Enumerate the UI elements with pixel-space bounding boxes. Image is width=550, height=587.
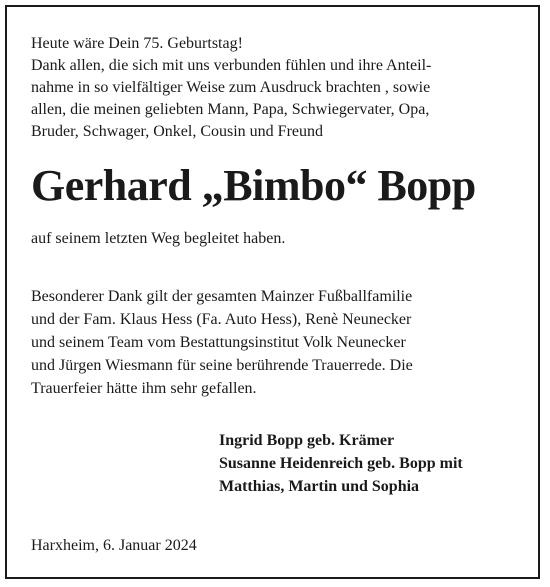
thanks-line: und der Fam. Klaus Hess (Fa. Auto Hess), Renè Neunecker (31, 311, 412, 328)
intro-line: Bruder, Schwager, Onkel, Cousin und Freund (31, 123, 324, 140)
intro-line: nahme in so vielfältiger Weise zum Ausdruck brachten , sowie (31, 79, 431, 96)
intro-line: Dank allen, die sich mit uns verbunden fühlen und ihre Anteil- (31, 57, 432, 74)
signature-line: Ingrid Bopp geb. Krämer (219, 432, 395, 449)
thanks-line: und Jürgen Wiesmann für seine berührende Trauerrede. Die (31, 357, 413, 374)
deceased-name: Gerhard „Bimbo“ Bopp (31, 161, 476, 210)
signature-line: Susanne Heidenreich geb. Bopp mit (219, 455, 463, 472)
after-name-text: auf seinem letzten Weg begleitet haben. (31, 230, 286, 247)
thanks-line: Trauerfeier hätte ihm sehr gefallen. (31, 380, 257, 397)
thanks-line: und seinem Team vom Bestattungsinstitut Volk Neunecker (31, 334, 406, 351)
thanks-line: Besonderer Dank gilt der gesamten Mainzer Fußballfamilie (31, 288, 413, 305)
place-date: Harxheim, 6. Januar 2024 (31, 537, 197, 554)
intro-text (31, 33, 531, 143)
intro-line: allen, die meinen geliebten Mann, Papa, Schwiegervater, Opa, (31, 101, 430, 118)
intro-line: Heute wäre Dein 75. Geburtstag! (31, 35, 243, 52)
thanks-text (31, 285, 531, 400)
signatures (219, 429, 463, 498)
signature-line: Matthias, Martin und Sophia (219, 478, 420, 495)
